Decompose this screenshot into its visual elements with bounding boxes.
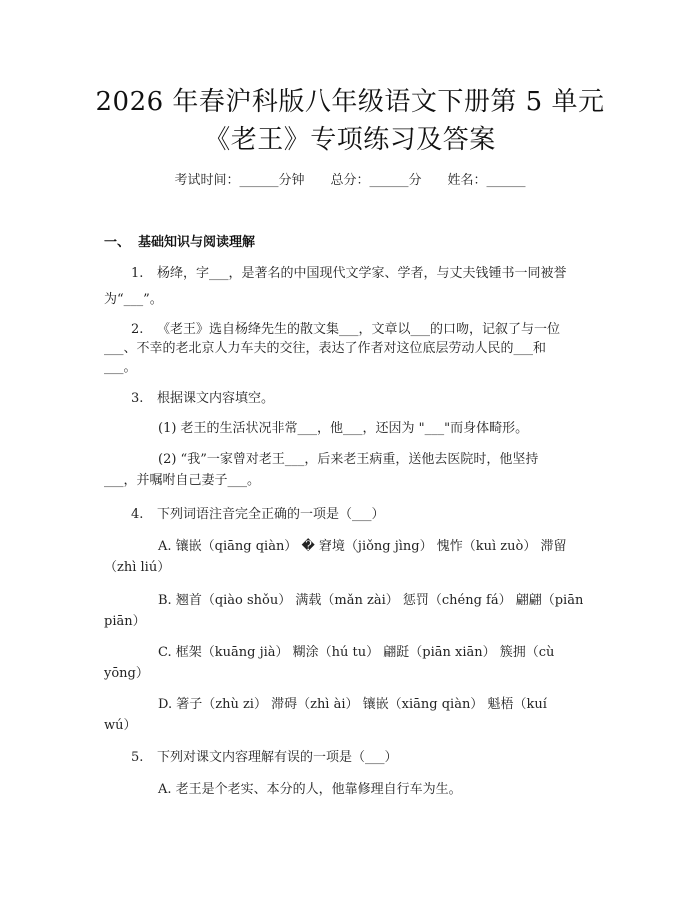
- question-3-sub2-line1: (2) “我”一家曾对老王___，后来老王病重，送他去医院时，他坚持: [158, 452, 539, 467]
- section-title: 基础知识与阅读理解: [138, 235, 256, 250]
- question-4-option-a-line2: （zhì liú）: [104, 560, 171, 575]
- question-5-option-a: A. 老王是个老实、本分的人，他靠修理自行车为生。: [158, 782, 462, 797]
- question-4-option-c-line1: C. 框架（kuāng jià） 糊涂（hú tu） 翩跹（piān xiān） 簇拥（cù: [158, 645, 555, 660]
- exam-info: [0, 169, 700, 188]
- question-3-sub2-line2: ___，并嘱咐自己妻子___。: [104, 473, 261, 488]
- question-5-number: 5.: [131, 750, 144, 765]
- question-3-text: 根据课文内容填空。: [157, 391, 275, 406]
- question-5-stem: [131, 746, 398, 765]
- question-4-number: 4.: [131, 507, 144, 522]
- question-4-stem: [131, 503, 385, 522]
- question-1-line2: 为“___”。: [104, 292, 163, 307]
- question-4-option-a-line1: A. 镶嵌（qiāng qiàn） � 窘境（jiǒng jìng） 愧怍（kuì zuò） 滞留: [158, 539, 567, 554]
- question-2-line3: ___。: [104, 360, 137, 375]
- exam-score-field: 总分：______分: [330, 173, 422, 188]
- document-title-line2: 《老王》专项练习及答案: [204, 125, 496, 155]
- section-number: 一、: [104, 235, 131, 250]
- question-2-text: 《老王》选自杨绛先生的散文集___，文章以___的口吻，记叙了与一位: [157, 322, 561, 337]
- question-4-text: 下列词语注音完全正确的一项是（___）: [157, 507, 385, 522]
- question-3-number: 3.: [131, 391, 144, 406]
- question-4-option-d-line2: wú）: [104, 718, 137, 733]
- question-2-number: 2.: [131, 322, 144, 337]
- question-3-stem: [131, 387, 274, 406]
- question-2-line1: [131, 318, 560, 337]
- question-4-option-b-line2: piān）: [104, 614, 146, 629]
- question-1-number: 1.: [131, 266, 144, 281]
- question-4-option-c-line2: yōng）: [104, 666, 149, 681]
- question-4-option-b-line1: B. 翘首（qiào shǒu） 满载（mǎn zài） 惩罚（chéng fá） 翩翩（piān: [158, 593, 584, 608]
- exam-name-field: 姓名：______: [447, 173, 526, 188]
- question-1-line1: [131, 262, 567, 281]
- exam-time-field: 考试时间：______分钟: [174, 173, 305, 188]
- question-3-sub1: (1) 老王的生活状况非常___，他___，还因为 "___"而身体畸形。: [158, 421, 529, 436]
- section-heading: [104, 231, 255, 250]
- question-5-text: 下列对课文内容理解有误的一项是（___）: [157, 750, 398, 765]
- question-2-line2: ___、不幸的老北京人力车夫的交往，表达了作者对这位底层劳动人民的___和: [104, 341, 547, 356]
- question-4-option-d-line1: D. 箸子（zhù zi） 滞碍（zhì ài） 镶嵌（xiāng qiàn） 魁梧（kuí: [158, 697, 547, 712]
- document-title-line1: 2026 年春沪科版八年级语文下册第 5 单元: [95, 87, 605, 117]
- question-1-text: 杨绛，字___，是著名的中国现代文学家、学者，与丈夫钱锺书一同被誉: [157, 266, 567, 281]
